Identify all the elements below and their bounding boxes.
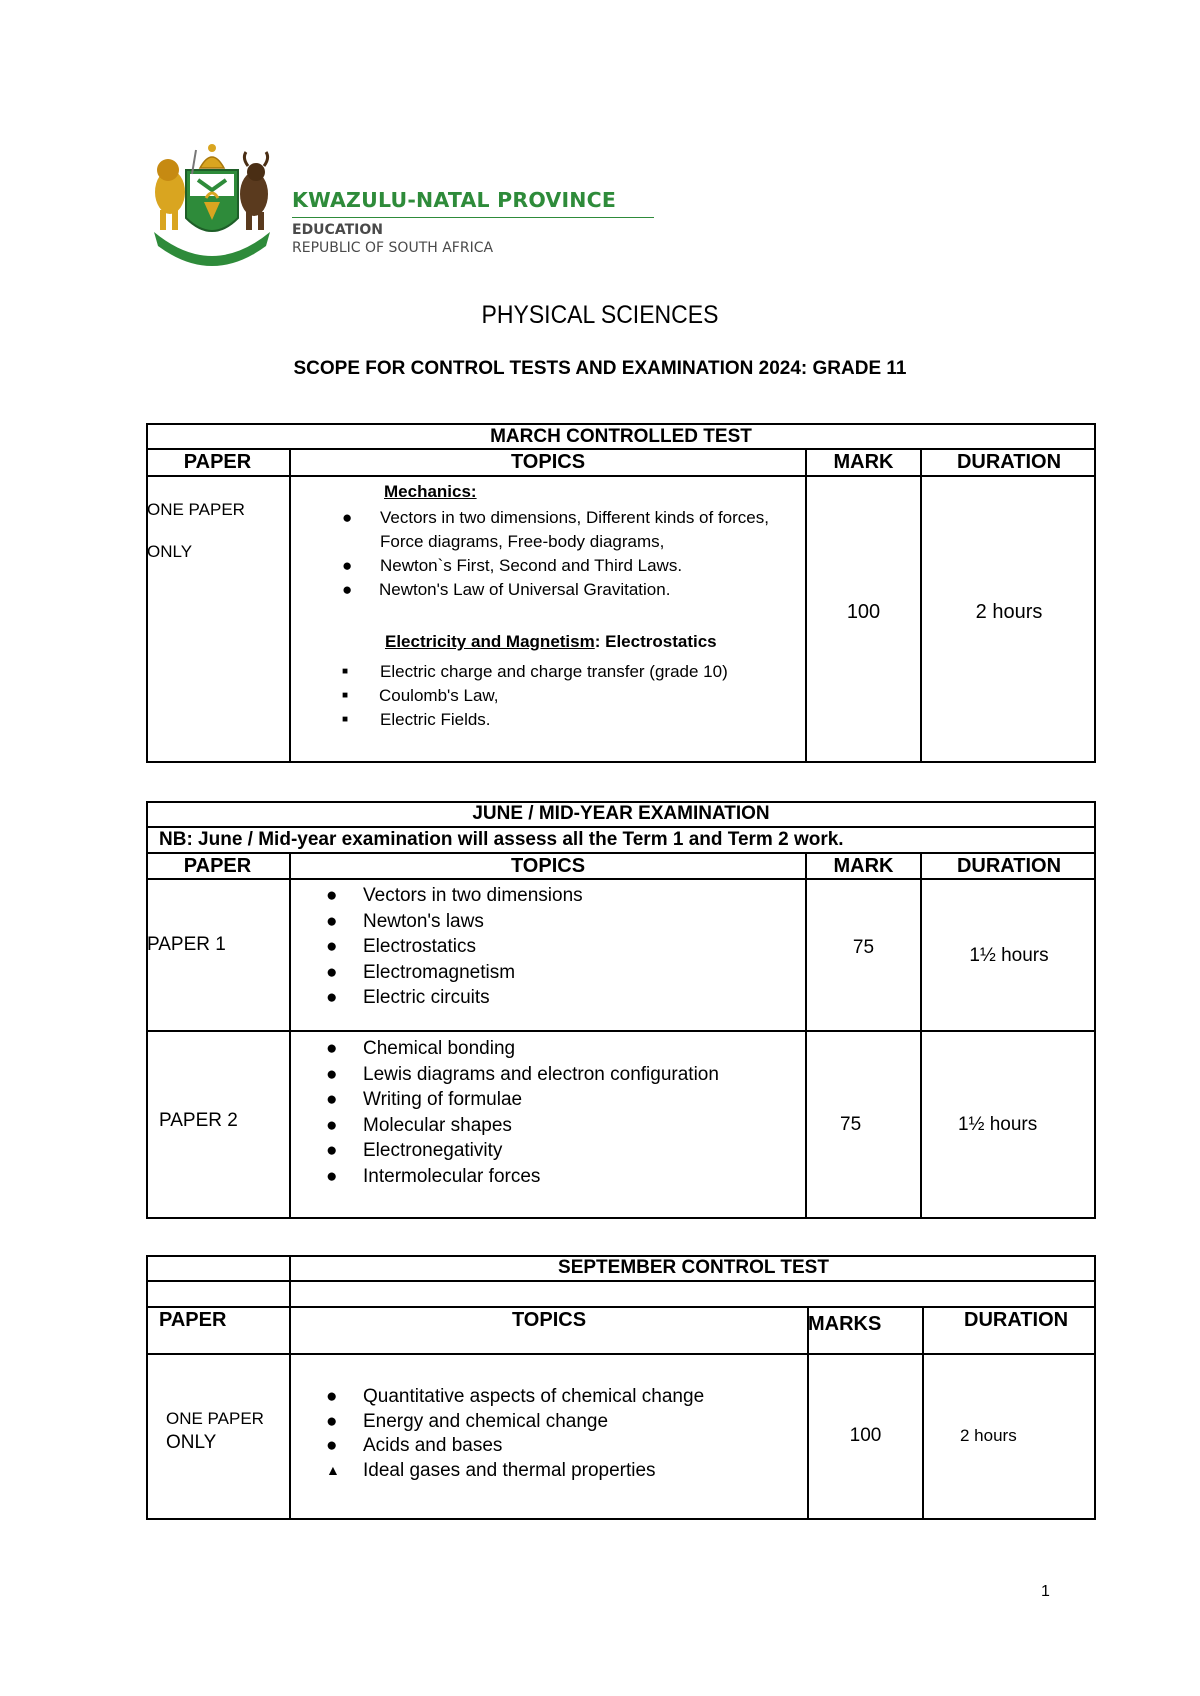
square-bullet-icon: ■ (342, 714, 349, 725)
bullet-icon: ● (326, 1140, 338, 1161)
june-section-title: JUNE / MID-YEAR EXAMINATION (472, 803, 770, 824)
list-item: ▲ Ideal gases and thermal properties (326, 1459, 656, 1481)
june-header-duration: DURATION (956, 855, 1062, 877)
june-paper2-label: PAPER 2 (159, 1110, 238, 1131)
list-item: ■ Electric charge and charge transfer (grade 10) (342, 662, 728, 681)
june-header-topics: TOPICS (510, 855, 586, 877)
bullet-icon: ● (326, 961, 338, 983)
bullet-icon: ● (326, 1038, 338, 1059)
bullet-icon: ● (326, 1386, 338, 1407)
list-item: ● Lewis diagrams and electron configuration (326, 1063, 719, 1085)
june-header-mark: MARK (833, 855, 894, 877)
list-item: ● Energy and chemical change (326, 1410, 609, 1432)
bullet-icon: ● (342, 580, 353, 599)
march-duration: 2 hours (975, 601, 1043, 623)
bullet-icon: ● (326, 987, 338, 1008)
march-paper-line2: ONLY (147, 542, 193, 561)
triangle-bullet-icon: ▲ (326, 1461, 340, 1478)
june-header-paper: PAPER (183, 855, 252, 877)
list-item: ● Newton's Law of Universal Gravitation. (342, 580, 671, 599)
bullet-icon: ● (326, 910, 338, 932)
list-item: ● Electronegativity (326, 1140, 503, 1161)
bullet-icon: ● (326, 1435, 338, 1456)
list-item: ● Acids and bases (326, 1435, 503, 1456)
list-item: ● Newton`s First, Second and Third Laws. (342, 556, 683, 575)
september-paper-line1: ONE PAPER (166, 1409, 264, 1428)
list-item: ● Vectors in two dimensions, Different kinds of forces, (342, 508, 769, 527)
september-header-topics: TOPICS (511, 1309, 587, 1331)
bullet-icon: ● (342, 508, 353, 527)
list-item: ● Molecular shapes (326, 1114, 512, 1136)
coat-of-arms-icon (146, 140, 278, 270)
september-topic-list (326, 1386, 796, 1484)
june-paper2-mark: 75 (840, 1114, 862, 1135)
march-header-paper: PAPER (183, 451, 252, 473)
list-item: ● Writing of formulae (326, 1089, 523, 1110)
september-section-title: SEPTEMBER CONTROL TEST (558, 1257, 829, 1278)
list-item: ● Electrostatics (326, 936, 476, 957)
bullet-icon: ● (326, 1089, 338, 1110)
logo-divider (292, 217, 654, 218)
september-header-marks: MARKS (808, 1313, 882, 1335)
logo-department: EDUCATION (292, 222, 383, 238)
june-paper1-topic-list (326, 885, 786, 1013)
mechanics-heading: Mechanics: (384, 482, 477, 501)
list-item: ● Electric circuits (326, 987, 490, 1008)
bullet-icon: ● (326, 1410, 338, 1432)
june-paper1-duration: 1½ hours (969, 945, 1049, 966)
march-header-mark: MARK (833, 451, 894, 473)
list-item: ■ Coulomb's Law, (342, 686, 499, 705)
list-item: ■ Electric Fields. (342, 710, 491, 729)
september-paper-line2: ONLY (166, 1432, 217, 1453)
june-paper2-topic-list (326, 1038, 796, 1191)
list-item: ● Electromagnetism (326, 961, 516, 983)
bullet-icon: ● (326, 1114, 338, 1136)
bullet-icon: ● (326, 936, 338, 957)
electrostatics-heading: Electricity and Magnetism: Electrostatics (385, 632, 717, 651)
march-mark: 100 (846, 601, 881, 623)
list-item: ● Newton's laws (326, 910, 484, 932)
march-section-title: MARCH CONTROLLED TEST (490, 426, 752, 447)
june-paper1-label: PAPER 1 (147, 934, 226, 955)
bullet-icon: ● (326, 885, 338, 906)
june-paper2-duration: 1½ hours (958, 1114, 1038, 1135)
document-title: PHYSICAL SCIENCES (481, 301, 719, 329)
square-bullet-icon: ■ (342, 666, 349, 677)
list-item: Force diagrams, Free-body diagrams, (380, 532, 665, 551)
list-item: ● Chemical bonding (326, 1038, 516, 1059)
march-header-topics: TOPICS (510, 451, 586, 473)
bullet-icon: ● (326, 1165, 338, 1187)
logo-title: KWAZULU-NATAL PROVINCE (292, 188, 617, 212)
june-note: NB: June / Mid-year examination will assess all the Term 1 and Term 2 work. (159, 829, 844, 850)
logo-text (292, 188, 654, 256)
electrostatics-topic-list (342, 662, 792, 734)
june-paper1-mark: 75 (852, 937, 875, 958)
list-item: ● Quantitative aspects of chemical change (326, 1386, 705, 1407)
list-item: ● Vectors in two dimensions (326, 885, 583, 906)
bullet-icon: ● (342, 556, 353, 575)
list-item: ● Intermolecular forces (326, 1165, 541, 1187)
march-paper-line1: ONE PAPER (147, 500, 245, 519)
mechanics-topic-list (342, 508, 792, 604)
page-number: 1 (1041, 1583, 1050, 1600)
september-mark: 100 (849, 1425, 882, 1446)
september-duration: 2 hours (960, 1426, 1017, 1445)
kzn-education-logo (146, 140, 666, 270)
september-header-paper: PAPER (159, 1309, 227, 1331)
bullet-icon: ● (326, 1063, 338, 1085)
logo-country: REPUBLIC OF SOUTH AFRICA (292, 240, 494, 256)
document-subtitle: SCOPE FOR CONTROL TESTS AND EXAMINATION 2024: GRADE 11 (293, 358, 907, 379)
march-header-duration: DURATION (956, 451, 1062, 473)
september-header-duration: DURATION (964, 1309, 1069, 1331)
square-bullet-icon: ■ (342, 690, 349, 701)
